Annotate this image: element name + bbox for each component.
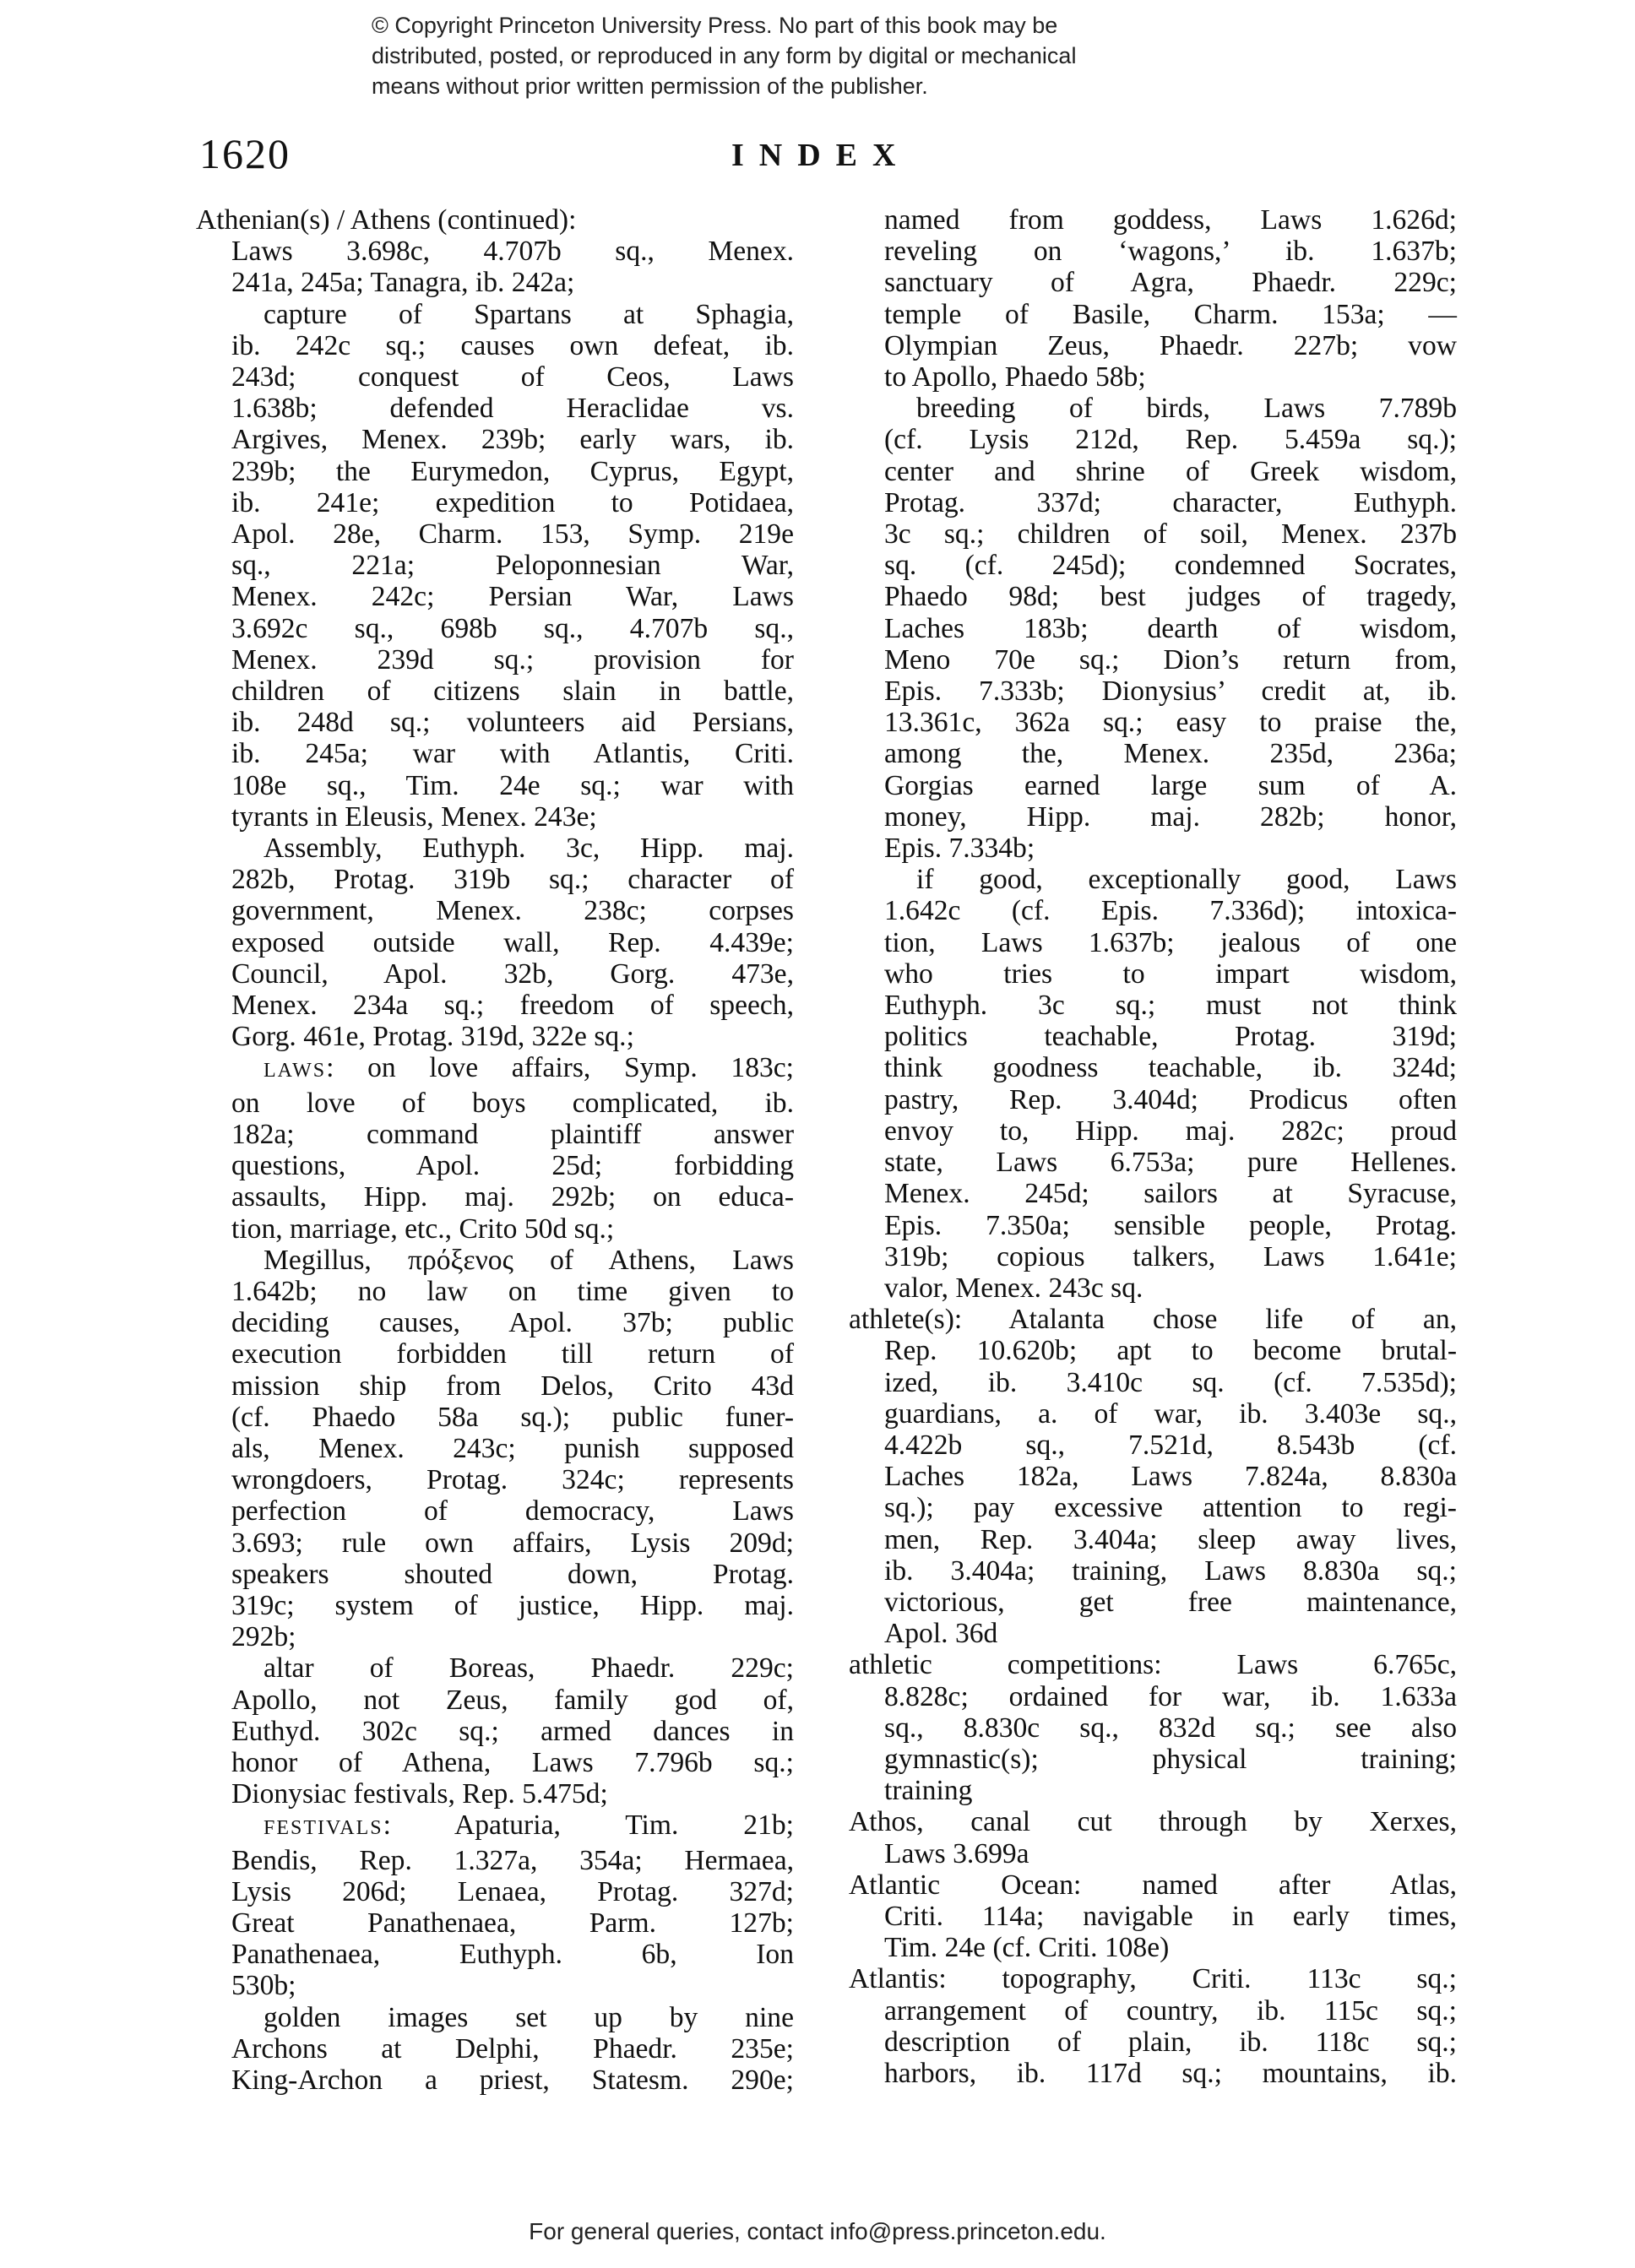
- copyright-line: means without prior written permission of the publisher.: [372, 73, 928, 99]
- index-line: Apol. 28e, Charm. 153, Symp. 219e: [231, 518, 794, 551]
- index-line: ib. 245a; war with Atlantis, Criti.: [231, 738, 794, 770]
- index-line: Athos, canal cut through by Xerxes,: [849, 1806, 1457, 1838]
- index-line: tion, marriage, etc., Crito 50d sq.;: [231, 1213, 615, 1245]
- index-line: harbors, ib. 117d sq.; mountains, ib.: [884, 2057, 1457, 2089]
- index-line: 4.422b sq., 7.521d, 8.543b (cf.: [884, 1429, 1457, 1461]
- index-line: (cf. Phaedo 58a sq.); public funer-: [231, 1401, 794, 1433]
- index-line: tyrants in Eleusis, Menex. 243e;: [231, 800, 597, 833]
- index-line: execution forbidden till return of: [231, 1338, 794, 1370]
- index-line: named from goddess, Laws 1.626d;: [884, 204, 1457, 236]
- running-head: INDEX: [731, 138, 911, 173]
- index-line: athlete(s): Atalanta chose life of an,: [849, 1304, 1457, 1336]
- index-line: altar of Boreas, Phaedr. 229c;: [263, 1652, 794, 1685]
- index-line: gymnastic(s); physical training;: [884, 1743, 1457, 1775]
- index-line: 243d; conquest of Ceos, Laws: [231, 361, 794, 393]
- copyright-line: © Copyright Princeton University Press. No part of this book may be: [372, 13, 1058, 38]
- index-line: men, Rep. 3.404a; sleep away lives,: [884, 1523, 1457, 1555]
- index-line: Menex. 242c; Persian War, Laws: [231, 581, 794, 613]
- index-line: Apollo, not Zeus, family god of,: [231, 1684, 794, 1716]
- index-line: ized, ib. 3.410c sq. (cf. 7.535d);: [884, 1366, 1457, 1398]
- index-line: ib. 241e; expedition to Potidaea,: [231, 486, 794, 518]
- index-line: Gorg. 461e, Protag. 319d, 322e sq.;: [231, 1021, 634, 1053]
- index-line: 292b;: [231, 1621, 296, 1653]
- index-line: honor of Athena, Laws 7.796b sq.;: [231, 1746, 794, 1778]
- index-line: Laws 3.698c, 4.707b sq., Menex.: [231, 236, 794, 268]
- index-line: deciding causes, Apol. 37b; public: [231, 1307, 794, 1339]
- index-line: FESTIVALS: Apaturia, Tim. 21b;: [263, 1810, 794, 1842]
- index-line: Menex. 245d; sailors at Syracuse,: [884, 1178, 1457, 1210]
- index-line: sq.); pay excessive attention to regi-: [884, 1492, 1457, 1524]
- index-line: sq., 221a; Peloponnesian War,: [231, 550, 794, 582]
- index-line: perfection of democracy, Laws: [231, 1495, 794, 1527]
- index-line: arrangement of country, ib. 115c sq.;: [884, 1994, 1457, 2027]
- index-column-right: [849, 204, 1457, 2089]
- index-line: 3.692c sq., 698b sq., 4.707b sq.,: [231, 612, 794, 644]
- index-line: 282b, Protag. 319b sq.; character of: [231, 864, 794, 896]
- index-line: ib. 3.404a; training, Laws 8.830a sq.;: [884, 1555, 1457, 1587]
- copyright-line: distributed, posted, or reproduced in any form by digital or mechanical: [372, 43, 1077, 68]
- index-line: athletic competitions: Laws 6.765c,: [849, 1649, 1457, 1681]
- index-line: center and shrine of Greek wisdom,: [884, 455, 1457, 487]
- index-line: victorious, get free maintenance,: [884, 1586, 1457, 1618]
- index-line: 13.361c, 362a sq.; easy to praise the,: [884, 707, 1457, 739]
- index-line: Lysis 206d; Lenaea, Protag. 327d;: [231, 1875, 794, 1907]
- index-line: Tim. 24e (cf. Criti. 108e): [884, 1932, 1170, 1964]
- index-line: think goodness teachable, ib. 324d;: [884, 1052, 1457, 1084]
- page-number: 1620: [199, 130, 291, 177]
- index-line: Rep. 10.620b; apt to become brutal-: [884, 1335, 1457, 1367]
- index-line: Criti. 114a; navigable in early times,: [884, 1900, 1457, 1932]
- index-line: politics teachable, Protag. 319d;: [884, 1021, 1457, 1053]
- index-line: Panathenaea, Euthyph. 6b, Ion: [231, 1939, 794, 1971]
- index-line: Atlantis: topography, Criti. 113c sq.;: [849, 1963, 1457, 1995]
- index-line: Epis. 7.350a; sensible people, Protag.: [884, 1209, 1457, 1241]
- index-line: Euthyd. 302c sq.; armed dances in: [231, 1715, 794, 1747]
- index-line: 182a; command plaintiff answer: [231, 1118, 794, 1150]
- index-line: Argives, Menex. 239b; early wars, ib.: [231, 424, 794, 456]
- index-line: 319c; system of justice, Hipp. maj.: [231, 1589, 794, 1621]
- index-line: questions, Apol. 25d; forbidding: [231, 1150, 794, 1182]
- index-line: Epis. 7.333b; Dionysius’ credit at, ib.: [884, 676, 1457, 708]
- index-line: Menex. 234a sq.; freedom of speech,: [231, 990, 794, 1022]
- index-line: sanctuary of Agra, Phaedr. 229c;: [884, 267, 1457, 299]
- index-line: valor, Menex. 243c sq.: [884, 1272, 1143, 1304]
- index-line: Laches 183b; dearth of wisdom,: [884, 612, 1457, 644]
- index-line: Dionysiac festivals, Rep. 5.475d;: [231, 1778, 608, 1810]
- index-line: 1.638b; defended Heraclidae vs.: [231, 393, 794, 425]
- index-line: wrongdoers, Protag. 324c; represents: [231, 1464, 794, 1496]
- index-line: ib. 242c sq.; causes own defeat, ib.: [231, 329, 794, 361]
- index-line: state, Laws 6.753a; pure Hellenes.: [884, 1147, 1457, 1179]
- index-line: (cf. Lysis 212d, Rep. 5.459a sq.);: [884, 424, 1457, 456]
- index-line: 3c sq.; children of soil, Menex. 237b: [884, 518, 1457, 551]
- index-line: if good, exceptionally good, Laws: [916, 864, 1457, 896]
- index-line: Archons at Delphi, Phaedr. 235e;: [231, 2032, 794, 2065]
- index-line: Meno 70e sq.; Dion’s return from,: [884, 643, 1457, 676]
- index-line: King-Archon a priest, Statesm. 290e;: [231, 2064, 794, 2096]
- index-line: 241a, 245a; Tanagra, ib. 242a;: [231, 267, 575, 299]
- index-line: 108e sq., Tim. 24e sq.; war with: [231, 769, 794, 801]
- index-line: who tries to impart wisdom,: [884, 958, 1457, 990]
- index-line: tion, Laws 1.637b; jealous of one: [884, 926, 1457, 958]
- index-line: Gorgias earned large sum of A.: [884, 769, 1457, 801]
- index-line: 319b; copious talkers, Laws 1.641e;: [884, 1240, 1457, 1272]
- index-line: 1.642c (cf. Epis. 7.336d); intoxica-: [884, 895, 1457, 927]
- index-line: ib. 248d sq.; volunteers aid Persians,: [231, 707, 794, 739]
- index-line: capture of Spartans at Sphagia,: [263, 298, 794, 330]
- index-line: Apol. 36d: [884, 1618, 998, 1650]
- index-line: description of plain, ib. 118c sq.;: [884, 2026, 1457, 2058]
- index-line: Menex. 239d sq.; provision for: [231, 643, 794, 676]
- index-line: Council, Apol. 32b, Gorg. 473e,: [231, 958, 794, 990]
- index-line: Megillus, πρόξενος of Athens, Laws: [263, 1244, 794, 1276]
- index-line: Epis. 7.334b;: [884, 833, 1035, 865]
- index-line: Great Panathenaea, Parm. 127b;: [231, 1907, 794, 1939]
- index-line: children of citizens slain in battle,: [231, 676, 794, 708]
- index-line: reveling on ‘wagons,’ ib. 1.637b;: [884, 236, 1457, 268]
- index-line: Olympian Zeus, Phaedr. 227b; vow: [884, 329, 1457, 361]
- index-line: Protag. 337d; character, Euthyph.: [884, 486, 1457, 518]
- index-line: breeding of birds, Laws 7.789b: [916, 393, 1457, 425]
- index-line: envoy to, Hipp. maj. 282c; proud: [884, 1115, 1457, 1147]
- index-line: Assembly, Euthyph. 3c, Hipp. maj.: [263, 833, 794, 865]
- index-line: exposed outside wall, Rep. 4.439e;: [231, 926, 794, 958]
- index-line: als, Menex. 243c; punish supposed: [231, 1432, 794, 1464]
- index-line: sq., 8.830c sq., 832d sq.; see also: [884, 1712, 1457, 1744]
- index-line: guardians, a. of war, ib. 3.403e sq.,: [884, 1397, 1457, 1430]
- index-line: money, Hipp. maj. 282b; honor,: [884, 800, 1457, 833]
- copyright-notice: [372, 10, 1301, 101]
- index-line: 3.693; rule own affairs, Lysis 209d;: [231, 1527, 794, 1559]
- index-line: Bendis, Rep. 1.327a, 354a; Hermaea,: [231, 1844, 794, 1876]
- index-line: golden images set up by nine: [263, 2001, 794, 2033]
- index-line: Laches 182a, Laws 7.824a, 8.830a: [884, 1461, 1457, 1493]
- index-line: 530b;: [231, 1970, 296, 2002]
- index-line: on love of boys complicated, ib.: [231, 1087, 794, 1119]
- index-line: mission ship from Delos, Crito 43d: [231, 1370, 794, 1402]
- index-line: Athenian(s) / Athens (continued):: [196, 204, 577, 236]
- index-line: Atlantic Ocean: named after Atlas,: [849, 1869, 1457, 1901]
- index-line: assaults, Hipp. maj. 292b; on educa-: [231, 1181, 794, 1213]
- index-line: training: [884, 1775, 973, 1807]
- index-line: LAWS: on love affairs, Symp. 183c;: [263, 1052, 794, 1084]
- index-line: Laws 3.699a: [884, 1837, 1029, 1869]
- index-line: sq. (cf. 245d); condemned Socrates,: [884, 550, 1457, 582]
- index-line: 8.828c; ordained for war, ib. 1.633a: [884, 1680, 1457, 1712]
- index-line: 239b; the Eurymedon, Cyprus, Egypt,: [231, 455, 794, 487]
- index-line: to Apollo, Phaedo 58b;: [884, 361, 1146, 393]
- index-line: temple of Basile, Charm. 153a; —: [884, 298, 1457, 330]
- index-line: pastry, Rep. 3.404d; Prodicus often: [884, 1083, 1457, 1115]
- index-line: 1.642b; no law on time given to: [231, 1275, 794, 1307]
- index-line: among the, Menex. 235d, 236a;: [884, 738, 1457, 770]
- footer-contact: For general queries, contact info@press.princeton.edu.: [529, 2218, 1106, 2244]
- index-line: Phaedo 98d; best judges of tragedy,: [884, 581, 1457, 613]
- index-column-left: [196, 204, 794, 2096]
- index-line: Euthyph. 3c sq.; must not think: [884, 990, 1457, 1022]
- index-line: government, Menex. 238c; corpses: [231, 895, 794, 927]
- index-line: speakers shouted down, Protag.: [231, 1558, 794, 1590]
